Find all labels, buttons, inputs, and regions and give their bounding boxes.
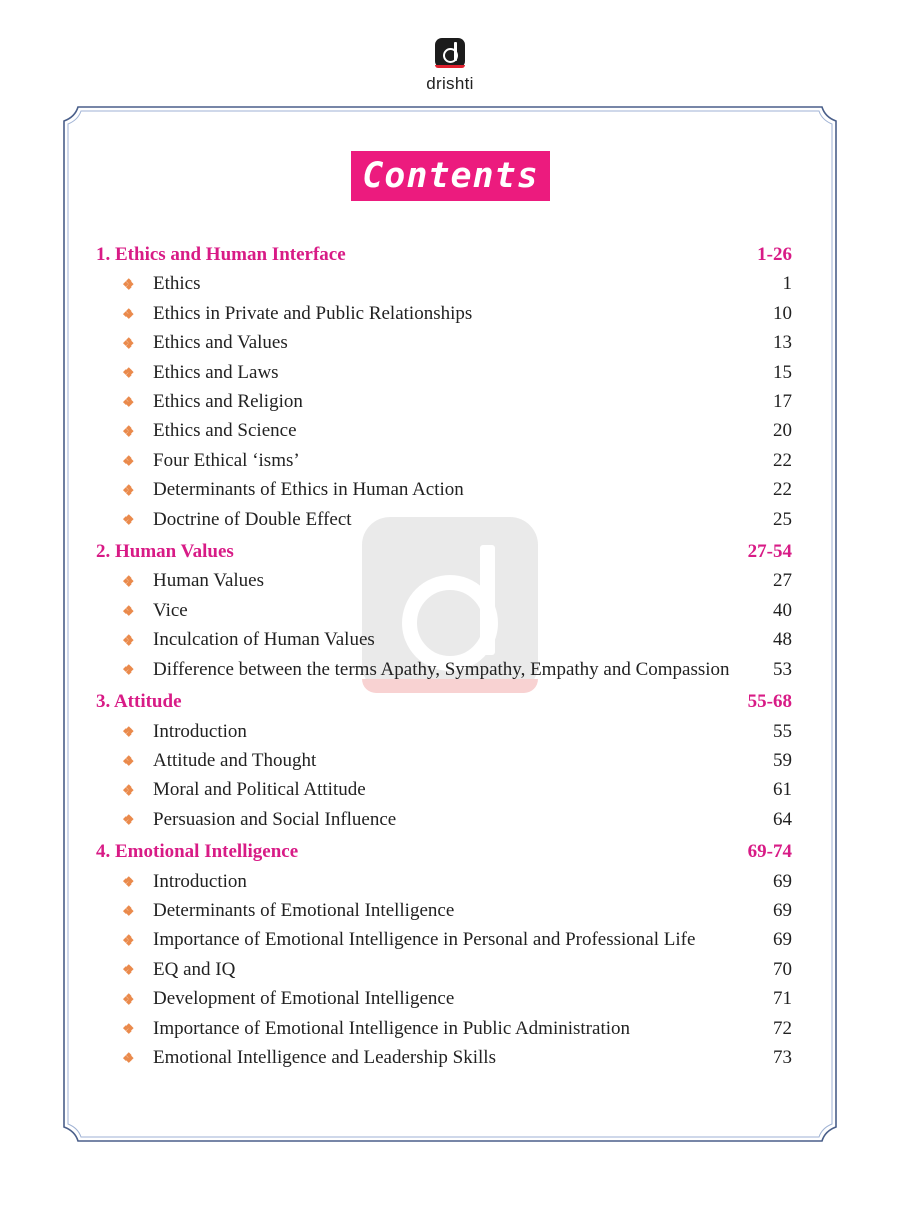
toc-entry-page: 27 (773, 570, 792, 592)
diamond-bullet-icon (124, 576, 133, 585)
toc-entry-page: 69 (773, 870, 792, 892)
diamond-bullet-icon (124, 785, 133, 794)
toc-entry-page: 1 (782, 273, 792, 295)
diamond-bullet-icon (124, 485, 133, 494)
chapter-page-range: 1-26 (757, 244, 792, 265)
toc-entry-text (124, 387, 303, 416)
toc-entry-label: Attitude and Thought (153, 749, 317, 771)
toc-entry[interactable] (96, 416, 792, 445)
diamond-bullet-icon (124, 756, 133, 765)
toc-entry[interactable] (96, 655, 792, 684)
chapter-number: 3. (96, 691, 111, 713)
toc-entry-text (124, 925, 695, 954)
diamond-bullet-icon (124, 426, 133, 435)
toc-entry-text (124, 475, 464, 504)
diamond-bullet-icon (124, 309, 133, 318)
toc-entry-text (124, 1014, 630, 1043)
chapter-title-text: Attitude (113, 691, 182, 713)
toc-entry-label: Moral and Political Attitude (153, 779, 366, 801)
diamond-bullet-icon (124, 877, 133, 886)
toc-entry-label: Ethics and Religion (153, 391, 303, 413)
toc-entry-label: Difference between the terms Apathy, Sympathy, Empathy and Compassion (153, 658, 730, 680)
toc-entry-page: 69 (773, 929, 792, 951)
toc-entry-label: Determinants of Emotional Intelligence (153, 899, 455, 921)
chapter-page-range: 55-68 (747, 691, 792, 713)
toc-entry-page: 22 (773, 479, 792, 501)
toc-entry-text (124, 505, 352, 534)
diamond-bullet-icon (124, 815, 133, 824)
toc-entry-label: Ethics and Laws (153, 361, 279, 383)
toc-entry-page: 73 (773, 1046, 792, 1068)
toc-chapter-section (96, 837, 792, 1072)
chapter-heading[interactable] (96, 687, 792, 716)
chapter-page-range: 69-74 (747, 841, 792, 863)
diamond-bullet-icon (124, 338, 133, 347)
toc-entry-text (124, 566, 264, 595)
toc-entry-label: Doctrine of Double Effect (153, 508, 352, 530)
toc-entry[interactable] (96, 775, 792, 804)
chapter-title (96, 240, 346, 269)
toc-entry-page: 55 (773, 720, 792, 742)
toc-entry[interactable] (96, 625, 792, 654)
toc-entry-label: Emotional Intelligence and Leadership Skills (153, 1046, 496, 1068)
toc-entry[interactable] (96, 1043, 792, 1072)
table-of-contents (96, 240, 792, 1075)
chapter-heading[interactable] (96, 837, 792, 866)
toc-entry-label: Ethics and Science (153, 420, 297, 442)
diamond-bullet-icon (124, 456, 133, 465)
toc-entry-text (124, 596, 188, 625)
chapter-title (96, 687, 182, 716)
chapter-number: 2. (96, 541, 111, 563)
toc-entry-label: Four Ethical ‘isms’ (153, 449, 300, 471)
toc-entry[interactable] (96, 925, 792, 954)
page-title: Contents (362, 156, 539, 196)
toc-entry-label: Persuasion and Social Influence (153, 808, 397, 830)
diamond-bullet-icon (124, 397, 133, 406)
toc-entry-page: 53 (773, 658, 792, 680)
toc-entry[interactable] (96, 805, 792, 834)
chapter-number: 1. (96, 244, 111, 265)
diamond-bullet-icon (124, 368, 133, 377)
toc-entry[interactable] (96, 475, 792, 504)
toc-entry-text (124, 446, 300, 475)
diamond-bullet-icon (124, 279, 133, 288)
diamond-bullet-icon (124, 665, 133, 674)
toc-entry-text (124, 1043, 496, 1072)
toc-entry[interactable] (96, 566, 792, 595)
toc-chapter-section (96, 537, 792, 684)
toc-entry[interactable] (96, 984, 792, 1013)
toc-entry-label: EQ and IQ (153, 958, 236, 980)
toc-entry-text (124, 655, 730, 684)
toc-entry-label: Development of Emotional Intelligence (153, 988, 455, 1010)
toc-entry-label: Inculcation of Human Values (153, 629, 375, 651)
toc-entry-page: 20 (773, 420, 792, 442)
toc-entry[interactable] (96, 596, 792, 625)
toc-entry-text (124, 896, 454, 925)
toc-entry-page: 69 (773, 899, 792, 921)
toc-entry-label: Introduction (153, 720, 247, 742)
toc-entry-page: 40 (773, 599, 792, 621)
toc-entry-page: 70 (773, 958, 792, 980)
diamond-bullet-icon (124, 935, 133, 944)
toc-entry-text (124, 867, 247, 896)
toc-entry-label: Ethics in Private and Public Relationships (153, 302, 473, 324)
toc-entry[interactable] (96, 867, 792, 896)
toc-chapter-section (96, 687, 792, 834)
toc-entry-page: 71 (773, 988, 792, 1010)
toc-entry[interactable] (96, 1014, 792, 1043)
chapter-title (96, 537, 234, 566)
chapter-page-range: 27-54 (747, 541, 792, 563)
toc-entry-text (124, 717, 247, 746)
chapter-title-text: Human Values (115, 541, 234, 563)
chapter-title-text: Ethics and Human Interface (115, 244, 346, 265)
toc-entry-page: 17 (773, 391, 792, 413)
toc-entry-page: 48 (773, 629, 792, 651)
toc-entry-text (124, 984, 454, 1013)
toc-entry-page: 22 (773, 449, 792, 471)
logo-text: drishti (426, 74, 474, 93)
diamond-bullet-icon (124, 727, 133, 736)
chapter-title (96, 837, 298, 866)
toc-entry[interactable] (96, 955, 792, 984)
toc-entry[interactable] (96, 387, 792, 416)
diamond-bullet-icon (124, 965, 133, 974)
toc-entry[interactable] (96, 446, 792, 475)
toc-entry-page: 72 (773, 1017, 792, 1039)
toc-entry-text (124, 416, 297, 445)
toc-entry-label: Importance of Emotional Intelligence in Public Administration (153, 1017, 631, 1039)
chapter-title-text: Emotional Intelligence (115, 841, 299, 863)
toc-entry[interactable] (96, 505, 792, 534)
diamond-bullet-icon (124, 515, 133, 524)
toc-entry[interactable] (96, 717, 792, 746)
diamond-bullet-icon (124, 1024, 133, 1033)
toc-entry-text (124, 358, 279, 387)
toc-entry-page: 15 (773, 361, 792, 383)
toc-entry-label: Introduction (153, 870, 247, 892)
diamond-bullet-icon (124, 994, 133, 1003)
diamond-bullet-icon (124, 906, 133, 915)
chapter-number: 4. (96, 841, 111, 863)
toc-entry-page: 61 (773, 779, 792, 801)
toc-entry-page: 13 (773, 332, 792, 354)
toc-entry-text (124, 775, 366, 804)
diamond-bullet-icon (124, 606, 133, 615)
toc-entry-label: Ethics (153, 273, 201, 295)
diamond-bullet-icon (124, 1053, 133, 1062)
toc-chapter-section (96, 240, 792, 534)
toc-entry[interactable] (96, 269, 792, 298)
toc-entry[interactable] (96, 299, 792, 328)
toc-entry[interactable] (96, 896, 792, 925)
diamond-bullet-icon (124, 635, 133, 644)
contents-title-banner (351, 151, 550, 201)
chapter-heading[interactable] (96, 537, 792, 566)
toc-entry-label: Human Values (153, 570, 264, 592)
toc-entry-text (124, 955, 235, 984)
toc-entry-page: 10 (773, 302, 792, 324)
toc-entry-text (124, 269, 201, 298)
toc-entry-text (124, 746, 316, 775)
toc-entry-text (124, 625, 375, 654)
toc-entry-label: Determinants of Ethics in Human Action (153, 479, 464, 501)
toc-entry-text (124, 299, 472, 328)
toc-entry[interactable] (96, 358, 792, 387)
toc-entry-label: Ethics and Values (153, 332, 288, 354)
toc-entry-page: 25 (773, 508, 792, 530)
chapter-heading[interactable] (96, 240, 792, 269)
toc-entry-page: 59 (773, 749, 792, 771)
toc-entry-label: Importance of Emotional Intelligence in Personal and Professional Life (153, 929, 696, 951)
toc-entry[interactable] (96, 746, 792, 775)
toc-entry-text (124, 328, 288, 357)
toc-entry-page: 64 (773, 808, 792, 830)
toc-entry-label: Vice (153, 599, 188, 621)
toc-entry-text (124, 805, 396, 834)
toc-entry[interactable] (96, 328, 792, 357)
